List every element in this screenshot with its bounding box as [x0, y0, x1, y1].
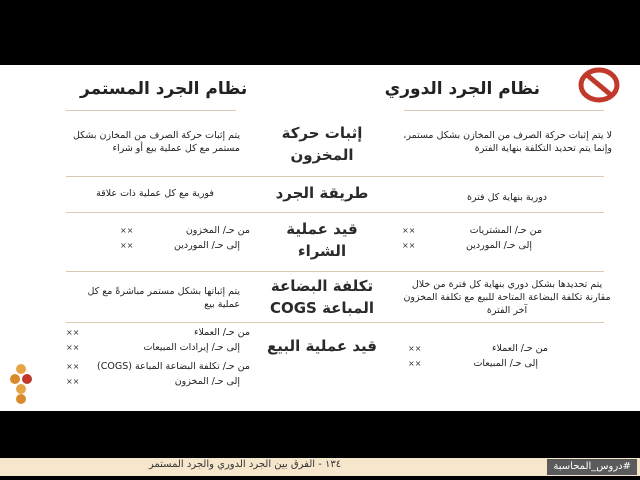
entry-text: من حـ/ العملاء	[492, 343, 548, 354]
entry-text: إلى حـ/ الموردين	[466, 240, 532, 251]
footer-bar	[0, 458, 640, 476]
amount-mark: ××	[66, 362, 80, 371]
periodic-inventory-method: دورية بنهاية كل فترة	[466, 192, 548, 203]
amount-mark: ××	[402, 241, 416, 250]
amount-mark: ××	[66, 328, 80, 337]
journal-line	[402, 238, 542, 253]
perpetual-system-title: نظام الجرد المستمر	[80, 79, 248, 99]
amount-mark: ××	[402, 226, 416, 235]
journal-line	[66, 325, 250, 340]
slide	[0, 65, 640, 472]
channel-logo-icon	[6, 363, 36, 415]
hashtag-badge: #دروس_المحاسبة	[547, 459, 637, 475]
amount-mark: ××	[120, 226, 134, 235]
amount-mark: ××	[408, 359, 422, 368]
perpetual-purchase-entry	[120, 223, 250, 253]
journal-line	[402, 223, 542, 238]
entry-text: إلى حـ/ الموردين	[174, 240, 240, 251]
periodic-sales-entry	[408, 341, 548, 371]
entry-text: من حـ/ تكلفة البضاعة المباعة (COGS)	[97, 361, 250, 372]
entry-text: إلى حـ/ إيرادات المبيعات	[143, 342, 240, 353]
row-label-inventory-movement: إثبات حركة المخزون	[281, 124, 363, 164]
perpetual-sales-entry	[66, 325, 250, 389]
journal-line	[408, 341, 548, 356]
journal-line	[120, 238, 250, 253]
journal-line	[66, 374, 250, 389]
periodic-cogs: يتم تحديدها بشكل دوري بنهاية كل فترة من خلال مقارنة تكلفة البضاعة المتاحة للبيع مع تكلفة المخزون آخر الفترة	[403, 279, 611, 316]
journal-line	[66, 340, 250, 355]
row-label-cogs: تكلفة البضاعة المباعة COGS	[269, 277, 375, 317]
left-title-divider	[66, 110, 236, 111]
periodic-inventory-movement: لا يتم إثبات حركة الصرف من المخازن بشكل مستمر، وإنما يتم تحديد التكلفة بنهاية الفترة	[403, 130, 612, 154]
journal-line	[66, 359, 250, 374]
entry-text: من حـ/ المشتريات	[469, 225, 542, 236]
entry-text: إلى حـ/ المخزون	[174, 376, 240, 387]
periodic-purchase-entry	[402, 223, 542, 253]
perpetual-inventory-method: فورية مع كل عملية ذات علاقة	[96, 188, 214, 199]
amount-mark: ××	[66, 343, 80, 352]
entry-text: من حـ/ العملاء	[194, 327, 250, 338]
row-divider	[66, 212, 604, 213]
amount-mark: ××	[408, 344, 422, 353]
entry-text: من حـ/ المخزون	[185, 225, 250, 236]
amount-mark: ××	[66, 377, 80, 386]
perpetual-inventory-movement: يتم إثبات حركة الصرف من المخازن بشكل مستمر مع كل عملية بيع أو شراء	[72, 130, 240, 154]
row-label-purchase-entry: قيد عملية الشراء	[286, 220, 358, 260]
amount-mark: ××	[120, 241, 134, 250]
row-divider	[66, 271, 604, 272]
right-title-divider	[404, 110, 604, 111]
lesson-caption: ١٣٤ - الفرق بين الجرد الدوري والجرد المستمر	[148, 459, 342, 470]
entry-text: إلى حـ/ المبيعات	[473, 358, 538, 369]
journal-line	[408, 356, 548, 371]
periodic-system-title: نظام الجرد الدوري	[384, 79, 540, 99]
row-label-inventory-method: طريقة الجرد	[275, 184, 369, 202]
row-label-sales-entry: قيد عملية البيع	[267, 337, 377, 355]
journal-line	[120, 223, 250, 238]
perpetual-cogs: يتم إثباتها بشكل مستمر مباشرةً مع كل عملية بيع	[87, 286, 240, 310]
row-divider	[66, 176, 604, 177]
row-divider	[66, 322, 604, 323]
prohibited-icon	[578, 67, 620, 103]
